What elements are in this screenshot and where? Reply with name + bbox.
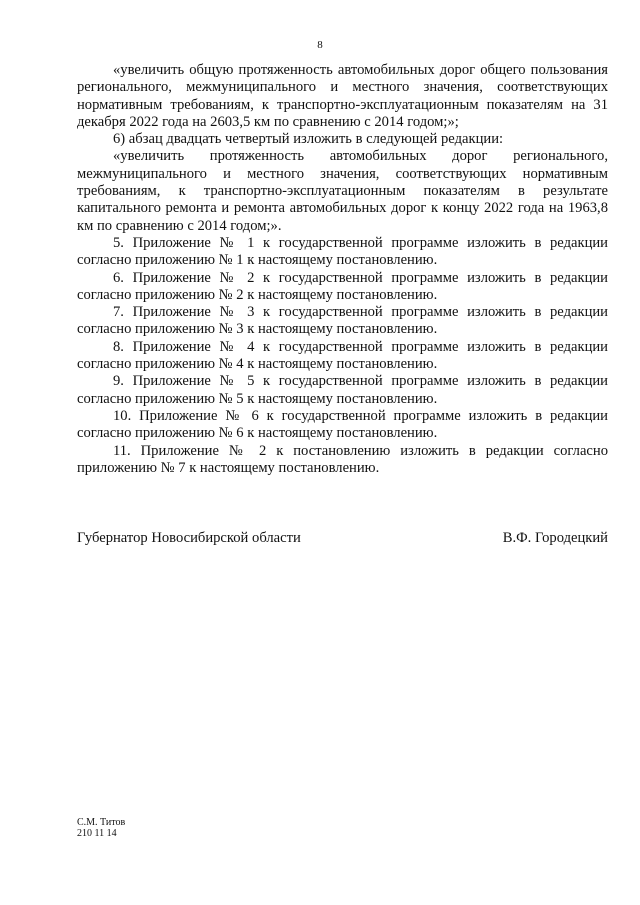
signatory-position: Губернатор Новосибирской области — [77, 530, 301, 546]
paragraph-5: 6. Приложение № 2 к государственной программе изложить в редакции согласно приложению № 2 к настоящему постановлению. — [77, 269, 608, 303]
signature-block — [77, 530, 608, 547]
footer-executor — [77, 817, 125, 839]
document-body — [77, 62, 608, 477]
paragraph-3: «увеличить протяженность автомобильных дорог регионального, межмуниципального и местного значения, соответствующих нормативным требованиям, к транспортно-эксплуатационным показателям в результате капитального ремонта и ремонта автомобильных дорог к концу 2022 года на 1963,8 км по сравнению с 2014 годом;». — [77, 148, 608, 234]
paragraph-1: «увеличить общую протяженность автомобильных дорог общего пользования регионального, межмуниципального и местного значения, соответствующих нормативным требованиям, к транспортно-эксплуатационным показателям на 31 декабря 2022 года на 2603,5 км по сравнению с 2014 годом;»; — [77, 62, 608, 130]
paragraph-6: 7. Приложение № 3 к государственной программе изложить в редакции согласно приложению № 3 к настоящему постановлению. — [77, 304, 608, 338]
paragraph-10: 11. Приложение № 2 к постановлению изложить в редакции согласно приложению № 7 к настоящему постановлению. — [77, 442, 608, 476]
paragraph-7: 8. Приложение № 4 к государственной программе изложить в редакции согласно приложению № 4 к настоящему постановлению. — [77, 338, 608, 373]
page-number: 8 — [317, 39, 323, 51]
executor-phone: 210 11 14 — [77, 828, 117, 839]
paragraph-2: 6) абзац двадцать четвертый изложить в следующей редакции: — [113, 131, 504, 148]
signatory-name: В.Ф. Городецкий — [502, 530, 608, 546]
executor-name: С.М. Титов — [77, 817, 126, 828]
paragraph-9: 10. Приложение № 6 к государственной программе изложить в редакции согласно приложению № 6 к настоящему постановлению. — [77, 407, 608, 442]
paragraph-4: 5. Приложение № 1 к государственной программе изложить в редакции согласно приложению № 1 к настоящему постановлению. — [77, 234, 608, 269]
paragraph-8: 9. Приложение № 5 к государственной программе изложить в редакции согласно приложению № 5 к настоящему постановлению. — [77, 373, 608, 407]
